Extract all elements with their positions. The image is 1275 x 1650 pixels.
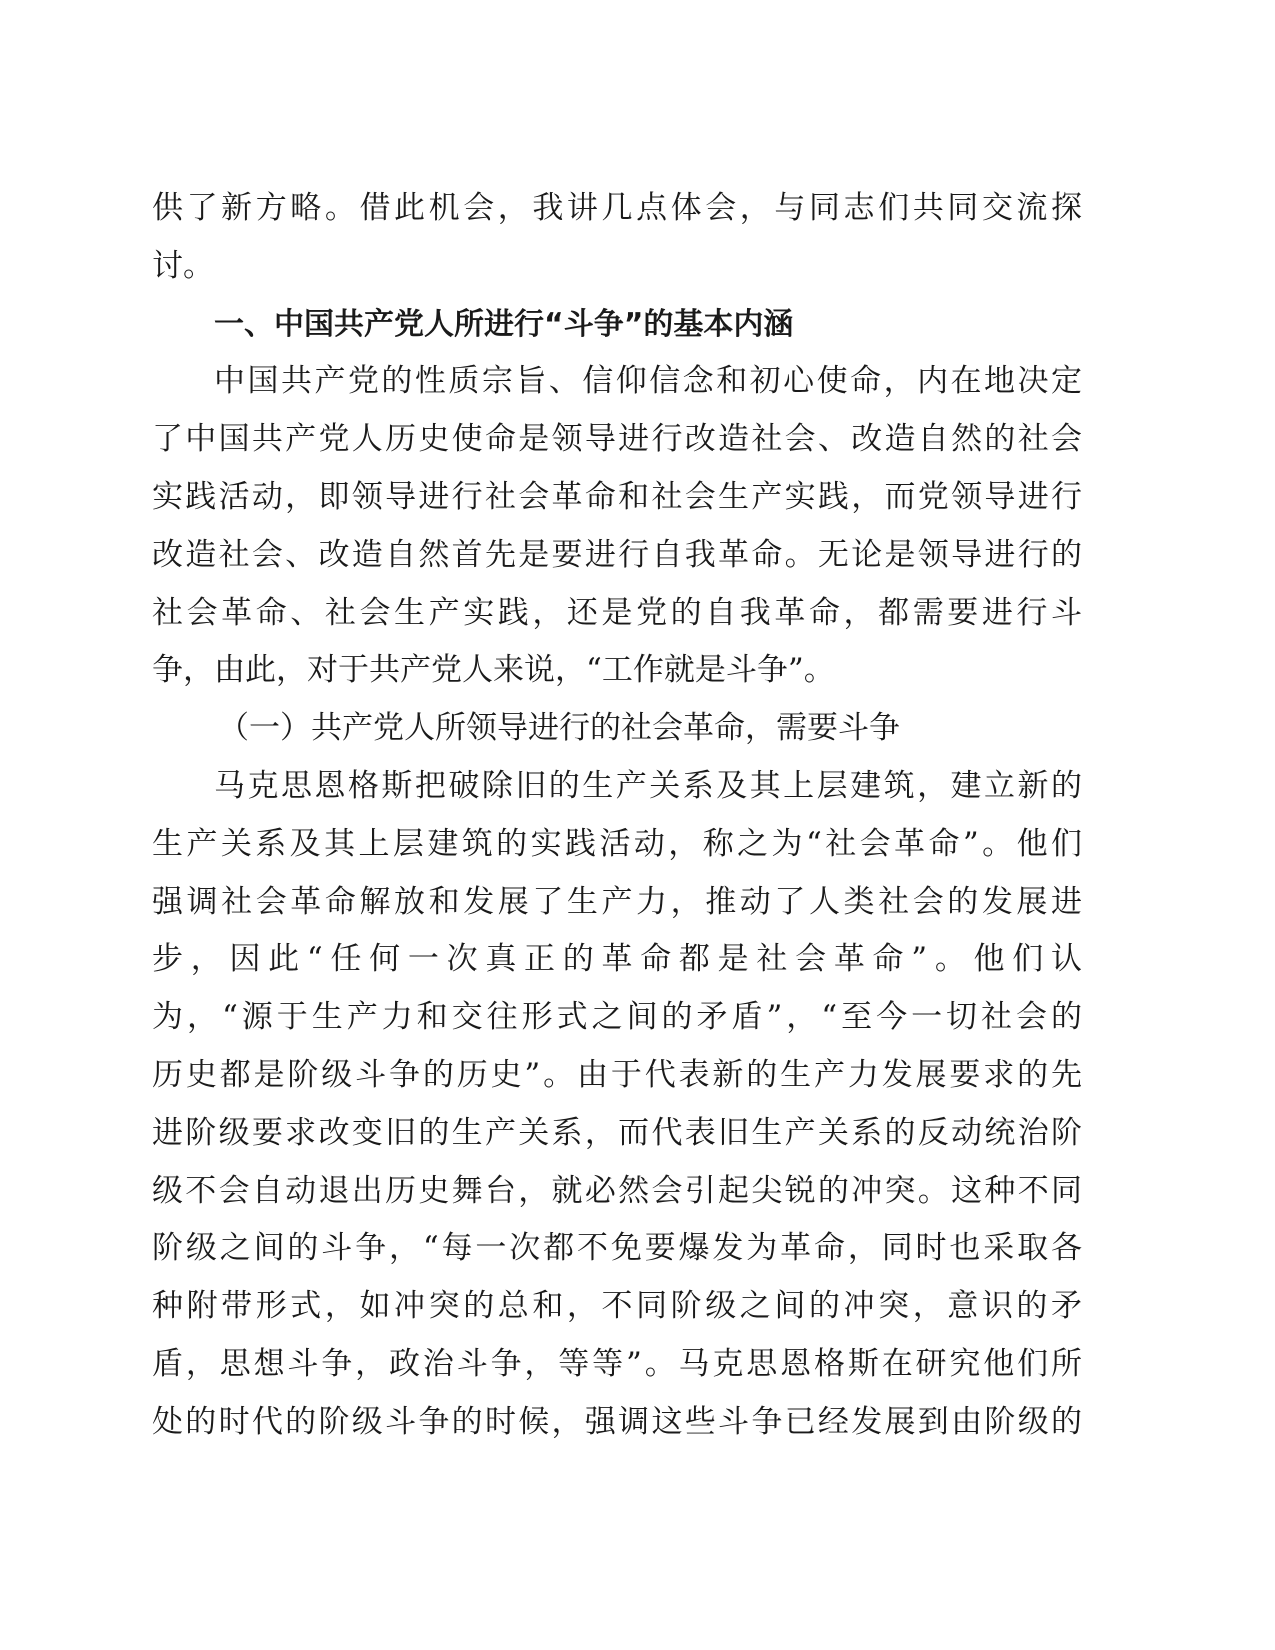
paragraph-line: 生产关系及其上层建筑的实践活动，称之为“社会革命”。他们 (152, 825, 1082, 862)
paragraph-line: 争，由此，对于共产党人来说，“工作就是斗争”。 (152, 652, 835, 689)
paragraph-line: 社会革命、社会生产实践，还是党的自我革命，都需要进行斗 (152, 594, 1082, 631)
paragraph-line: 步，因此“任何一次真正的革命都是社会革命”。他们认 (152, 941, 1082, 978)
paragraph-line: 种附带形式，如冲突的总和，不同阶级之间的冲突，意识的矛 (152, 1288, 1082, 1325)
paragraph-line: 强调社会革命解放和发展了生产力，推动了人类社会的发展进 (152, 883, 1082, 920)
section-heading: 一、中国共产党人所进行“斗争”的基本内涵 (214, 306, 794, 342)
paragraph-line: 中国共产党的性质宗旨、信仰信念和初心使命，内在地决定 (214, 363, 1082, 400)
document-body (152, 180, 1082, 1452)
paragraph-line: 讨。 (152, 247, 214, 284)
paragraph-line: 供了新方略。借此机会，我讲几点体会，与同志们共同交流探 (152, 190, 1082, 226)
paragraph-line: 了中国共产党人历史使命是领导进行改造社会、改造自然的社会 (152, 421, 1082, 458)
paragraph-line: 实践活动，即领导进行社会革命和社会生产实践，而党领导进行 (152, 478, 1082, 515)
paragraph-line: 马克思恩格斯把破除旧的生产关系及其上层建筑，建立新的 (214, 767, 1082, 804)
paragraph-line: 改造社会、改造自然首先是要进行自我革命。无论是领导进行的 (152, 536, 1082, 573)
paragraph-line: 盾，思想斗争，政治斗争，等等”。马克思恩格斯在研究他们所 (152, 1345, 1082, 1382)
paragraph-line: 级不会自动退出历史舞台，就必然会引起尖锐的冲突。这种不同 (152, 1172, 1082, 1209)
paragraph-line: 历史都是阶级斗争的历史”。由于代表新的生产力发展要求的先 (152, 1056, 1082, 1093)
paragraph-line: 阶级之间的斗争，“每一次都不免要爆发为革命，同时也采取各 (152, 1230, 1082, 1267)
paragraph-line: 进阶级要求改变旧的生产关系，而代表旧生产关系的反动统治阶 (152, 1114, 1082, 1151)
paragraph-line: 为，“源于生产力和交往形式之间的矛盾”，“至今一切社会的 (152, 999, 1082, 1036)
subsection-heading: （一）共产党人所领导进行的社会革命，需要斗争 (218, 710, 900, 747)
paragraph-line: 处的时代的阶级斗争的时候，强调这些斗争已经发展到由阶级的 (152, 1403, 1082, 1440)
